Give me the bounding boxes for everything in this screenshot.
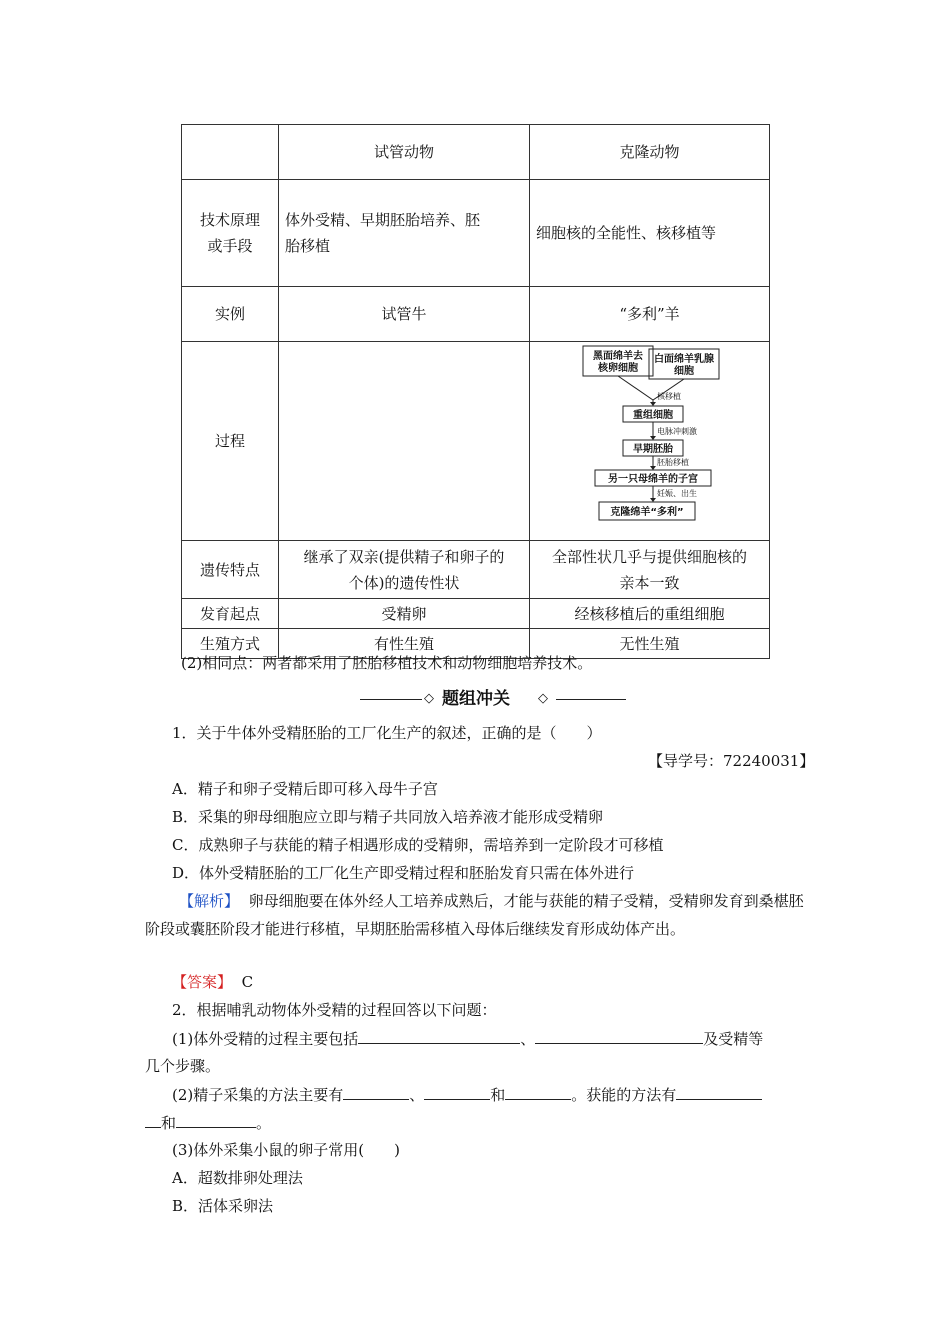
- row-label: 技术原理 或手段: [182, 180, 279, 287]
- answer-blank[interactable]: [535, 1027, 703, 1044]
- step2-label: 电脉冲刺激: [656, 427, 697, 436]
- diamond-icon: ◇: [538, 691, 548, 706]
- answer-blank[interactable]: [176, 1111, 256, 1128]
- row-label: 实例: [182, 287, 279, 342]
- answer-tag: 【答案】: [172, 973, 233, 991]
- q2-option-b: B．活体采卵法: [172, 1197, 274, 1215]
- study-number: 【导学号：72240031】: [648, 752, 815, 770]
- header-empty-cell: [182, 125, 279, 180]
- answer-blank[interactable]: [343, 1083, 409, 1100]
- q2-option-a: A．超数排卵处理法: [172, 1169, 303, 1187]
- section-header: [360, 688, 628, 710]
- analysis-tag: 【解析】: [179, 892, 240, 910]
- answer-value: C: [241, 973, 254, 991]
- box-c-label: 重组细胞: [632, 410, 673, 421]
- q2-part3: (3)体外采集小鼠的卵子常用( ): [172, 1141, 400, 1159]
- row-label: 过程: [182, 342, 279, 541]
- answer-blank[interactable]: [145, 1111, 161, 1128]
- answer-blank[interactable]: [358, 1027, 520, 1044]
- row-cell-flow: [530, 342, 770, 541]
- q1-analysis: [145, 887, 808, 943]
- box-b-line2: 细胞: [673, 366, 694, 377]
- header-cloned-animal: 克隆动物: [530, 125, 770, 180]
- analysis-text: 卵母细胞要在体外经人工培养成熟后，才能与获能的精子受精，受精卵发育到桑椹胚阶段或囊胚阶段才能进行移植，早期胚胎需移植入母体后继续发育形成幼体产出。: [145, 892, 804, 938]
- row-cell: 有性生殖: [279, 629, 530, 659]
- box-a-line2: 核卵细胞: [597, 363, 638, 374]
- row-cell: 全部性状几乎与提供细胞核的 亲本一致: [530, 541, 770, 599]
- cloning-flow-diagram: [531, 342, 769, 532]
- diamond-icon: ◇: [424, 691, 434, 706]
- q1-option-a: A．精子和卵子受精后即可移入母牛子宫: [172, 780, 438, 798]
- q2-part2-cont: 和 。: [145, 1111, 271, 1134]
- q1-option-b: B．采集的卵母细胞应立即与精子共同放入培养液才能形成受精卵: [172, 808, 604, 826]
- box-a-line1: 黑面绵羊去: [592, 351, 643, 362]
- table-header-row: [182, 125, 770, 180]
- box-f-label: 克隆绵羊“多利”: [609, 507, 684, 518]
- similarity-note: (2)相同点：两者都采用了胚胎移植技术和动物细胞培养技术。: [181, 654, 593, 672]
- row-cell: “多利”羊: [530, 287, 770, 342]
- q2-part1: (1)体外受精的过程主要包括 、 及受精等: [172, 1027, 763, 1050]
- box-d-label: 早期胚胎: [632, 444, 673, 455]
- row-cell: 无性生殖: [530, 629, 770, 659]
- step3-label: 胚胎移植: [656, 458, 689, 467]
- row-cell: 体外受精、早期胚胎培养、胚 胎移植: [279, 180, 530, 287]
- row-cell: 细胞核的全能性、核移植等: [530, 180, 770, 287]
- table-row: [182, 541, 770, 599]
- q2-part1-cont: 几个步骤。: [145, 1057, 221, 1075]
- header-test-tube-animal: 试管动物: [279, 125, 530, 180]
- q1-option-d: D．体外受精胚胎的工厂化生产即受精过程和胚胎发育只需在体外进行: [172, 864, 635, 882]
- step4-label: 妊娠、出生: [656, 489, 697, 498]
- q1-option-c: C．成熟卵子与获能的精子相遇形成的受精卵，需培养到一定阶段才可移植: [172, 836, 664, 854]
- section-rule-left: [360, 699, 422, 700]
- answer-blank[interactable]: [676, 1083, 762, 1100]
- row-label: 生殖方式: [182, 629, 279, 659]
- question-2-stem: 2．根据哺乳动物体外受精的过程回答以下问题：: [172, 1001, 497, 1019]
- question-1-stem: 1．关于牛体外受精胚胎的工厂化生产的叙述，正确的是（ ）: [172, 724, 602, 742]
- row-label: 遗传特点: [182, 541, 279, 599]
- table-row: [182, 287, 770, 342]
- row-cell: 受精卵: [279, 599, 530, 629]
- answer-blank[interactable]: [505, 1083, 571, 1100]
- table-row: [182, 599, 770, 629]
- row-cell: [279, 342, 530, 541]
- comparison-table: [181, 124, 770, 659]
- table-row: [182, 180, 770, 287]
- table-row: [182, 342, 770, 541]
- row-cell: 继承了双亲(提供精子和卵子的 个体)的遗传性状: [279, 541, 530, 599]
- q2-part2: (2)精子采集的方法主要有 、 和 。获能的方法有: [172, 1083, 762, 1106]
- row-label: 发育起点: [182, 599, 279, 629]
- section-title: 题组冲关: [442, 689, 510, 709]
- row-cell: 试管牛: [279, 287, 530, 342]
- box-b-line1: 白面绵羊乳腺: [653, 354, 714, 365]
- box-e-label: 另一只母绵羊的子宫: [607, 474, 698, 485]
- section-rule-right: [556, 699, 626, 700]
- row-cell: 经核移植后的重组细胞: [530, 599, 770, 629]
- answer-blank[interactable]: [424, 1083, 490, 1100]
- step1-label: 核移植: [656, 392, 681, 401]
- q1-answer: [172, 971, 253, 993]
